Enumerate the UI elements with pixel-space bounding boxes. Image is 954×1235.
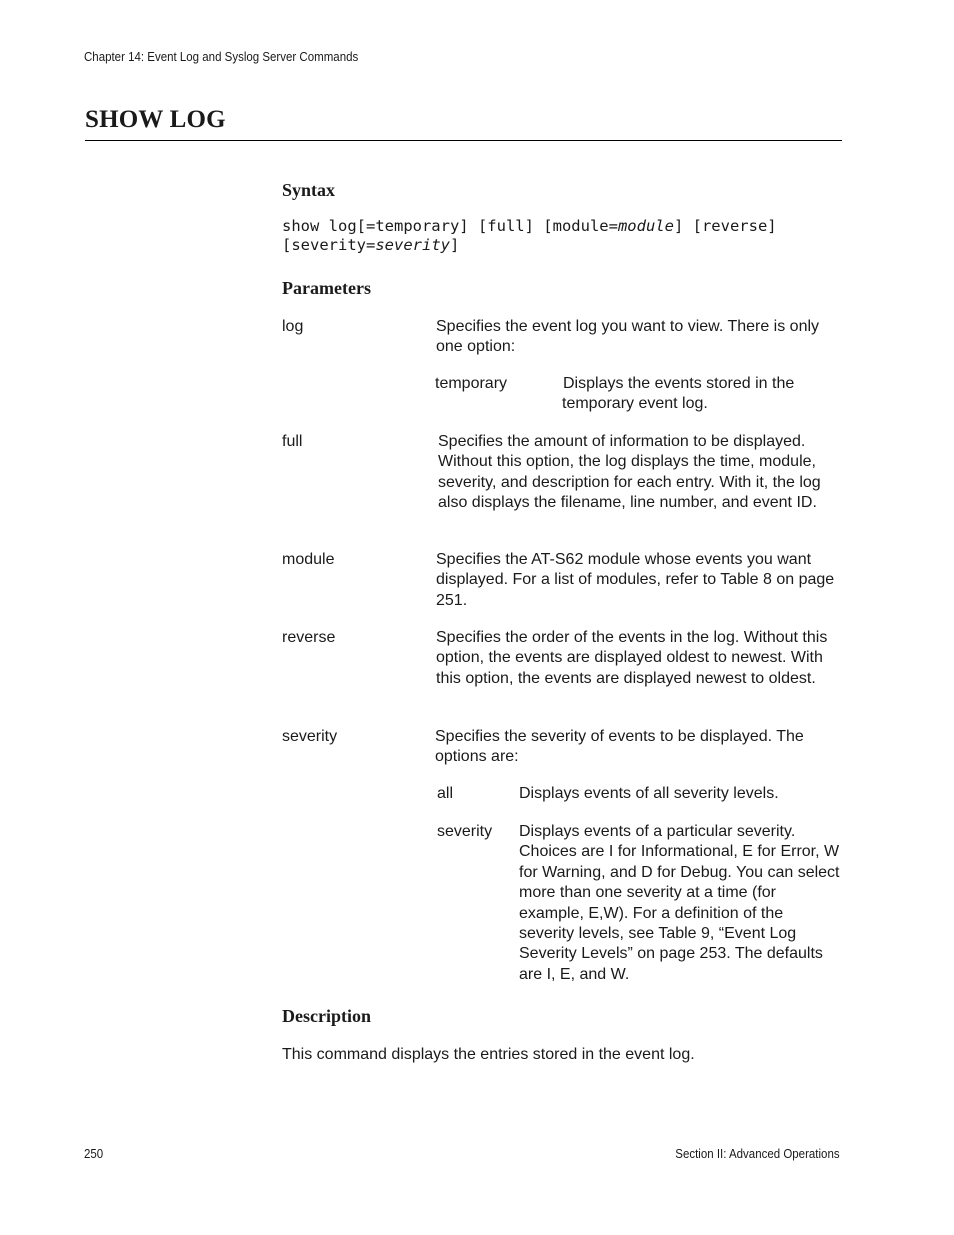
syntax-line-1 [282, 217, 777, 236]
syntax-variable: module [617, 217, 674, 235]
option-desc-temporary: Displays the events stored in the temporary event log. [562, 375, 795, 413]
syntax-text: show log[=temporary] [full] [module= [282, 217, 618, 235]
option-term-severity: severity [437, 823, 493, 840]
syntax-text: ] [449, 236, 460, 254]
page-number: 250 [84, 1147, 104, 1161]
parameters-heading: Parameters [282, 278, 371, 298]
param-desc-module: Specifies the AT-S62 module whose events you want displayed. For a list of modules, refer to Table 8 on page 251. [436, 551, 835, 609]
param-desc-full: Specifies the amount of information to be displayed. Without this option, the log displays the time, module, severity, and description for each entry. With it, the log also displays the filename, line number, and event ID. [438, 433, 821, 512]
footer-section: Section II: Advanced Operations [675, 1147, 840, 1161]
syntax-variable: severity [375, 236, 450, 254]
syntax-text: ] [reverse] [673, 217, 777, 235]
option-desc-all: Displays events of all severity levels. [519, 785, 779, 802]
title-rule [85, 140, 842, 141]
option-desc-severity: Displays events of a particular severity. Choices are I for Informational, E for Error, W for Warning, and D for Debug. You can select more than one severity at a time (for example, E,W). For a definition of the severity levels, see Table 9, “Event Log Severity Levels” on page 253. The defaults are I, E, and W. [519, 823, 840, 983]
option-term-temporary: temporary [435, 375, 508, 392]
param-desc-severity: Specifies the severity of events to be displayed. The options are: [435, 728, 804, 766]
option-term-all: all [437, 785, 454, 802]
page-title: SHOW LOG [85, 106, 226, 133]
description-heading: Description [282, 1006, 371, 1026]
description-text: This command displays the entries stored in the event log. [282, 1046, 695, 1063]
param-term-severity: severity [282, 728, 338, 745]
param-term-full: full [282, 433, 303, 450]
param-term-reverse: reverse [282, 629, 336, 646]
syntax-heading: Syntax [282, 180, 336, 200]
syntax-line-2 [282, 236, 459, 255]
param-term-log: log [282, 318, 304, 335]
param-term-module: module [282, 551, 335, 568]
running-header: Chapter 14: Event Log and Syslog Server Commands [84, 50, 359, 64]
param-desc-log: Specifies the event log you want to view. There is only one option: [436, 318, 820, 356]
syntax-text: [severity= [282, 236, 376, 254]
param-desc-reverse: Specifies the order of the events in the log. Without this option, the events are displayed oldest to newest. With this option, the events are displayed newest to oldest. [436, 629, 828, 687]
